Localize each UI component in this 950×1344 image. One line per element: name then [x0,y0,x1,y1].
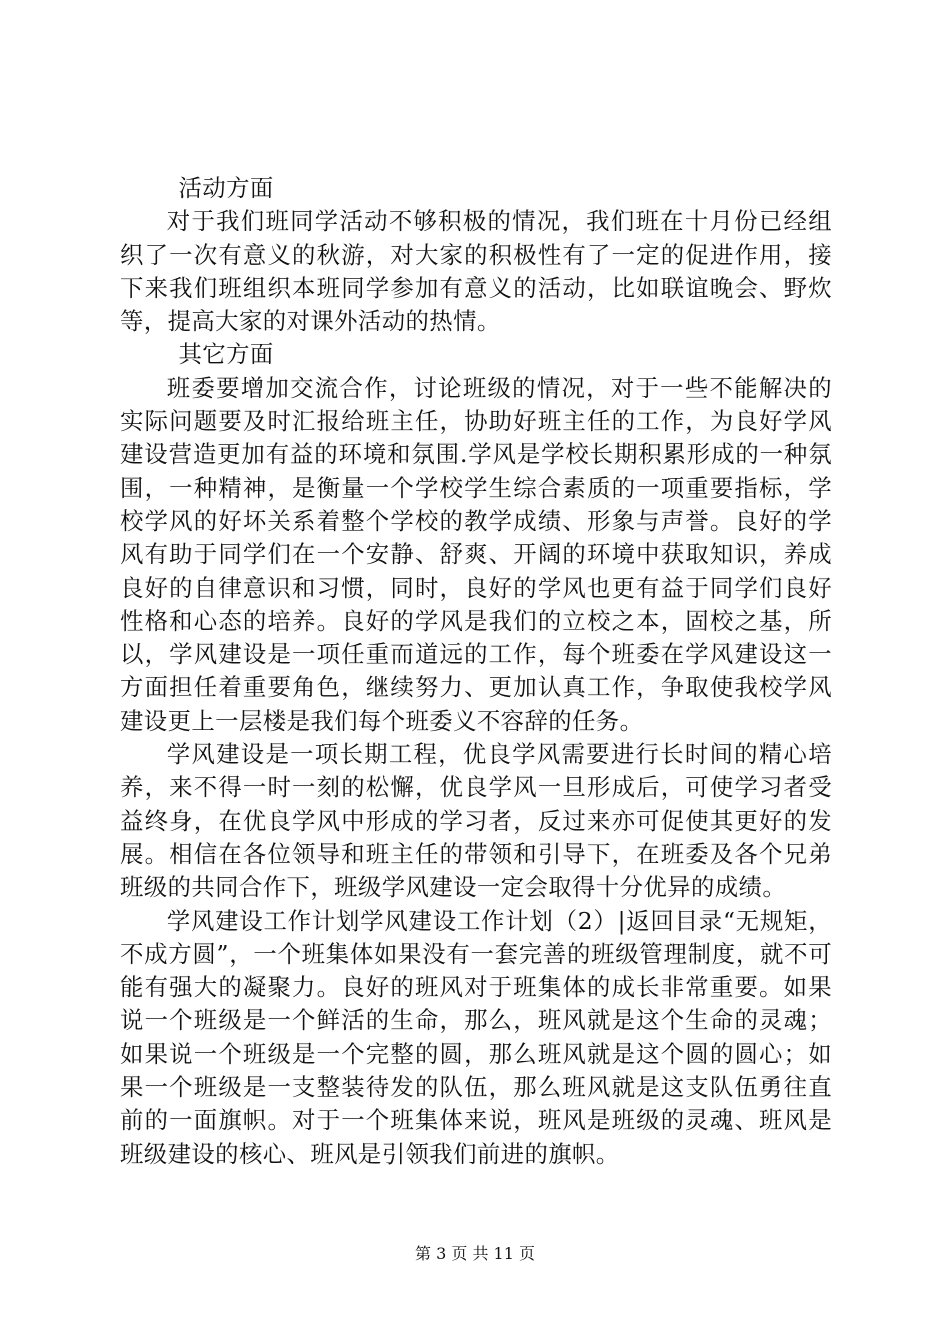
paragraph-activities: 对于我们班同学活动不够积极的情况，我们班在十月份已经组织了一次有意义的秋游，对大家的积极性有了一定的促进作用，接下来我们班组织本班同学参加有意义的活动，比如联谊晚会、野炊等，提高大家的对课外活动的热情。 [120,207,832,336]
section-heading-other: 其它方面 [178,340,274,369]
paragraph-class-style: 学风建设工作计划学风建设工作计划（2）|返回目录“无规矩，不成方圆”，一个班集体如果没有一套完善的班级管理制度，就不可能有强大的凝聚力。良好的班风对于班集体的成长非常重要。如果说一个班级是一个鲜活的生命，那么，班风就是这个生命的灵魂；如果说一个班级是一个完整的圆，那么班风就是这个圆的圆心；如果一个班级是一支整装待发的队伍，那么班风就是这支队伍勇往直前的一面旗帜。对于一个班集体来说，班风是班级的灵魂、班风是班级建设的核心、班风是引领我们前进的旗帜。 [120,906,832,1168]
section-heading-activities: 活动方面 [178,174,274,202]
page-number-footer: 第 3 页 共 11 页 [415,1244,535,1263]
document-body [120,172,832,1171]
paragraph-class-committee: 班委要增加交流合作，讨论班级的情况，对于一些不能解决的实际问题要及时汇报给班主任，协助好班主任的工作，为良好学风建设营造更加有益的环境和氛围.学风是学校长期积累形成的一种氛围，一种精神，是衡量一个学校学生综合素质的一项重要指标，学校学风的好坏关系着整个学校的教学成绩、形象与声誉。良好的学风有助于同学们在一个安静、舒爽、开阔的环境中获取知识，养成良好的自律意识和习惯，同时，良好的学风也更有益于同学们良好性格和心态的培养。良好的学风是我们的立校之本，固校之基，所以，学风建设是一项任重而道远的工作，每个班委在学风建设这一方面担任着重要角色，继续努力、更加认真工作，争取使我校学风建设更上一层楼是我们每个班委义不容辞的任务。 [120,373,832,735]
paragraph-study-style-project: 学风建设是一项长期工程，优良学风需要进行长时间的精心培养，来不得一时一刻的松懈，优良学风一旦形成后，可使学习者受益终身，在优良学风中形成的学习者，反过来亦可促使其更好的发展。相信在各位领导和班主任的带领和引导下，在班委及各个兄弟班级的共同合作下，班级学风建设一定会取得十分优异的成绩。 [120,740,832,902]
